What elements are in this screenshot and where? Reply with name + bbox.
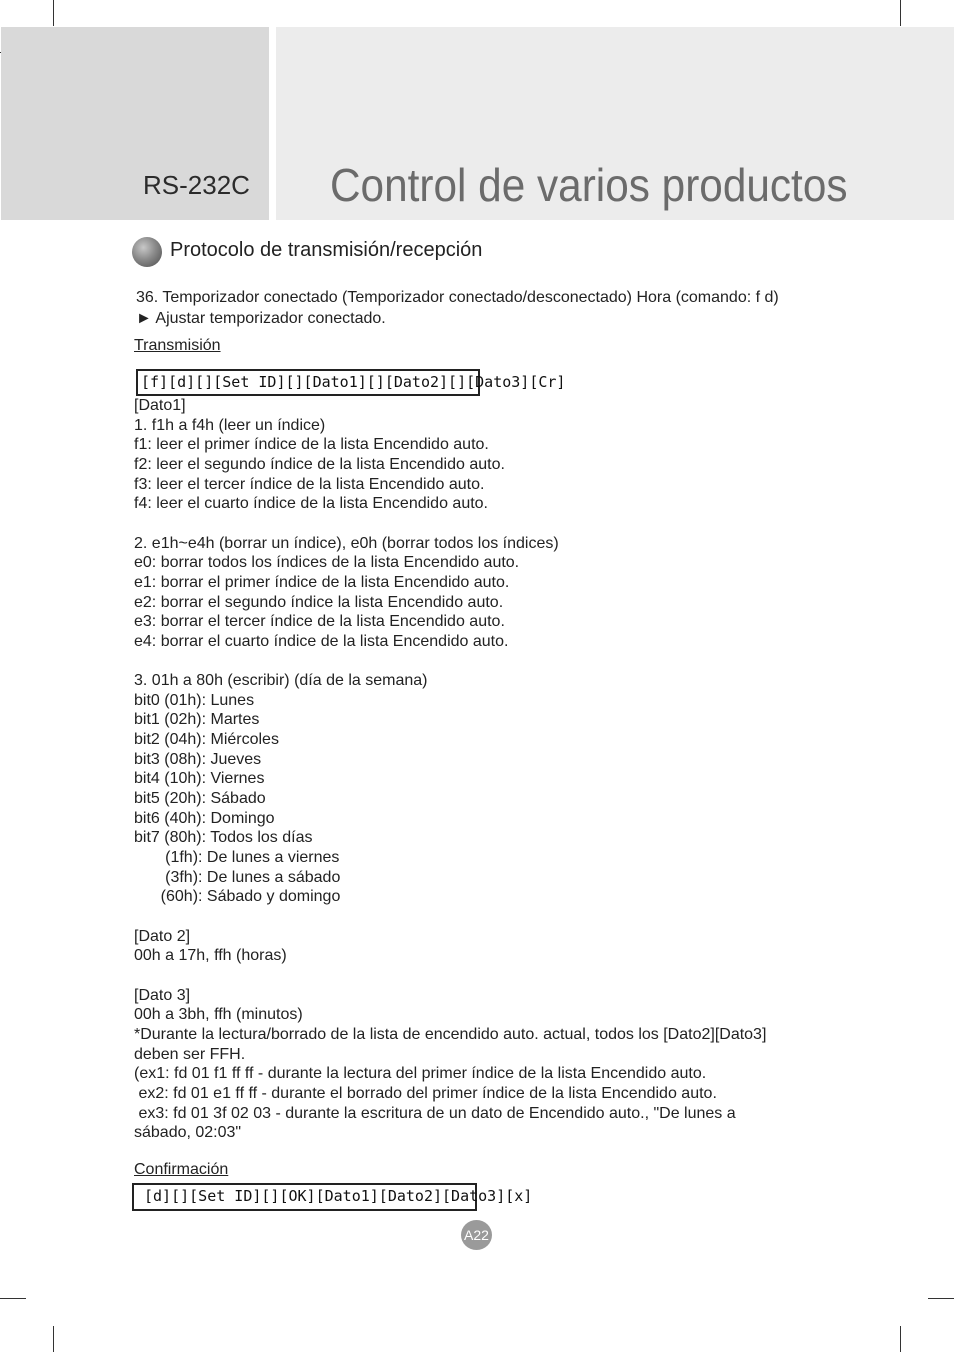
body-line: (60h): Sábado y domingo <box>134 888 341 906</box>
body-line: [Dato 2] <box>134 927 191 945</box>
body-line: bit2 (04h): Miércoles <box>134 731 279 749</box>
body-line: bit6 (40h): Domingo <box>134 809 275 827</box>
transmission-label: Transmisión <box>134 337 221 354</box>
body-line: e3: borrar el tercer índice de la lista Encendido auto. <box>134 613 505 631</box>
body-line: [Dato 3] <box>134 986 191 1004</box>
crop-mark-br-v <box>900 1326 901 1352</box>
body-line: bit5 (20h): Sábado <box>134 790 266 808</box>
transmission-code-box: [f][d][][Set ID][][Dato1][][Dato2][][Dato3][Cr] <box>136 369 480 396</box>
page-title: Control de varios productos <box>330 159 848 211</box>
body-line: bit3 (08h): Jueves <box>134 750 262 768</box>
body-line: e4: borrar el cuarto índice de la lista Encendido auto. <box>134 632 509 650</box>
body-line: e2: borrar el segundo índice la lista Encendido auto. <box>134 593 504 611</box>
intro-text <box>136 287 779 329</box>
body-line: bit0 (01h): Lunes <box>134 691 255 709</box>
confirmation-code-box: [d][][Set ID][][OK][Dato1][Dato2][Dato3][x] <box>132 1183 477 1211</box>
body-line: *Durante la lectura/borrado de la lista de encendido auto. actual, todos los [Dato2][Dato3] <box>134 1025 767 1043</box>
section-label: RS-232C <box>143 170 250 200</box>
confirmation-label: Confirmación <box>134 1161 229 1178</box>
crop-mark-bl-h <box>0 1298 26 1299</box>
body-line: deben ser FFH. <box>134 1045 246 1063</box>
crop-mark-bl-v <box>53 1326 54 1352</box>
body-line: ex3: fd 01 3f 02 03 - durante la escritura de un dato de Encendido auto., "De lunes a <box>134 1104 736 1122</box>
body-line: (ex1: fd 01 f1 ff ff - durante la lectura del primer índice de la lista Encendido auto. <box>134 1065 707 1083</box>
body-line <box>134 966 824 986</box>
page-number-badge: A22 <box>461 1220 492 1250</box>
body-line: (1fh): De lunes a viernes <box>134 849 340 867</box>
body-line: f2: leer el segundo índice de la lista Encendido auto. <box>134 455 505 473</box>
crop-mark-tl-v <box>53 0 54 26</box>
body-line: (3fh): De lunes a sábado <box>134 868 341 886</box>
body-line: e0: borrar todos los índices de la lista Encendido auto. <box>134 554 520 572</box>
body-line: f4: leer el cuarto índice de la lista Encendido auto. <box>134 495 488 513</box>
intro-line-1: 36. Temporizador conectado (Temporizador conectado/desconectado) Hora (comando: f d) <box>136 289 779 306</box>
body-line: bit4 (10h): Viernes <box>134 770 265 788</box>
body-line: e1: borrar el primer índice de la lista Encendido auto. <box>134 573 510 591</box>
body-line: bit1 (02h): Martes <box>134 711 260 729</box>
crop-mark-br-h <box>928 1298 954 1299</box>
body-line: 00h a 17h, ffh (horas) <box>134 947 287 965</box>
subheading: Protocolo de transmisión/recepción <box>170 239 483 261</box>
intro-line-2: ► Ajustar temporizador conectado. <box>136 310 386 327</box>
body-line: 1. f1h a f4h (leer un índice) <box>134 416 326 434</box>
body-line: ex2: fd 01 e1 ff ff - durante el borrado del primer índice de la lista Encendido auto. <box>134 1084 717 1102</box>
bullet-circle-icon <box>132 237 162 267</box>
body-line <box>134 652 824 672</box>
crop-mark-tr-v <box>900 0 901 26</box>
body-line: 2. e1h~e4h (borrar un índice), e0h (borrar todos los índices) <box>134 534 559 552</box>
body-line: [Dato1] <box>134 397 186 414</box>
body-line <box>134 514 824 534</box>
body-line: 00h a 3bh, ffh (minutos) <box>134 1006 303 1024</box>
body-line: sábado, 02:03" <box>134 1124 242 1142</box>
body-line <box>134 907 824 927</box>
body-text <box>134 396 824 1143</box>
body-line: bit7 (80h): Todos los días <box>134 829 313 847</box>
body-line: f1: leer el primer índice de la lista Encendido auto. <box>134 436 489 454</box>
body-line: f3: leer el tercer índice de la lista Encendido auto. <box>134 475 485 493</box>
body-line: 3. 01h a 80h (escribir) (día de la semana) <box>134 672 428 690</box>
